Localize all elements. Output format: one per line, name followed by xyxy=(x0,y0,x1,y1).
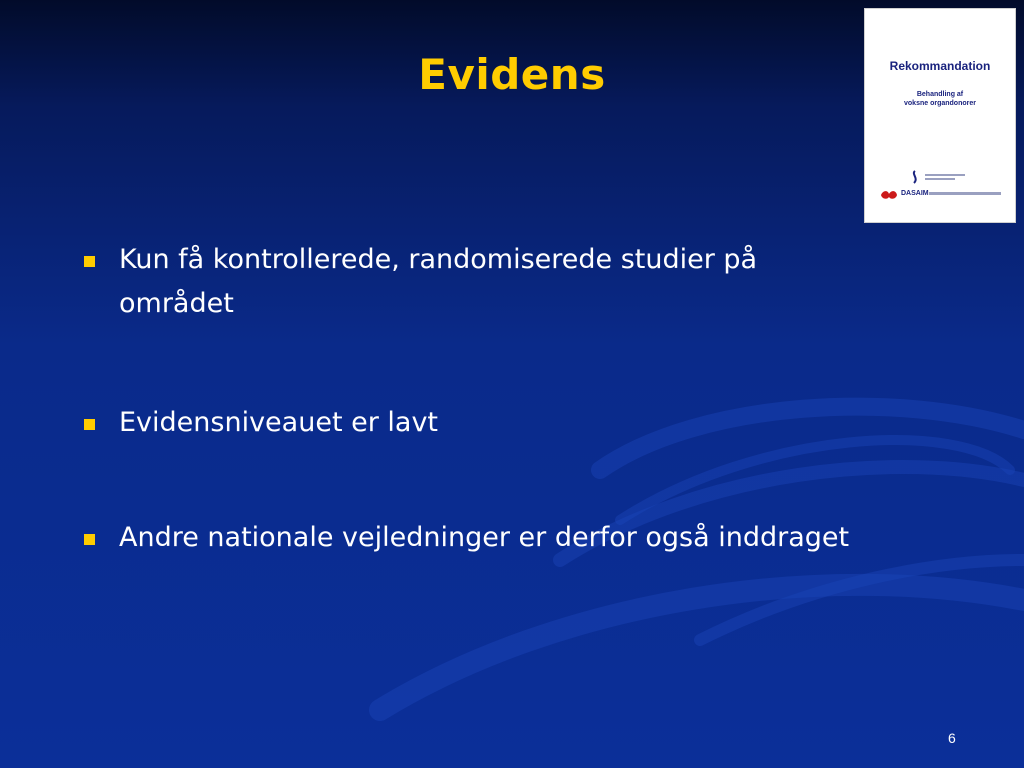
page-number: 6 xyxy=(948,730,956,746)
thumbnail-subtitle xyxy=(865,90,1015,108)
thumbnail-title: Rekommandation xyxy=(889,59,991,73)
dasaim-logo xyxy=(879,189,1009,203)
bullet-text: Kun få kontrollerede, randomiserede studier på området xyxy=(119,244,758,319)
organization-logo-icon xyxy=(909,170,979,184)
dasaim-logo-icon xyxy=(879,189,899,201)
bullet-marker-icon xyxy=(84,534,95,545)
bullet-marker-icon xyxy=(84,419,95,430)
bullet-text: Evidensniveauet er lavt xyxy=(119,407,439,438)
document-cover-thumbnail xyxy=(864,8,1016,223)
bullet-text: Andre nationale vejledninger er derfor også inddraget xyxy=(119,522,850,553)
thumbnail-subtitle-line2: voksne organdonorer xyxy=(904,100,976,107)
thumbnail-subtitle-line1: Behandling af xyxy=(916,91,964,98)
bullet-marker-icon xyxy=(84,256,95,267)
dasaim-logo-text: DASAIM xyxy=(901,190,929,197)
dasaim-fineprint xyxy=(929,192,1001,195)
slide-title: Evidens xyxy=(418,50,606,99)
